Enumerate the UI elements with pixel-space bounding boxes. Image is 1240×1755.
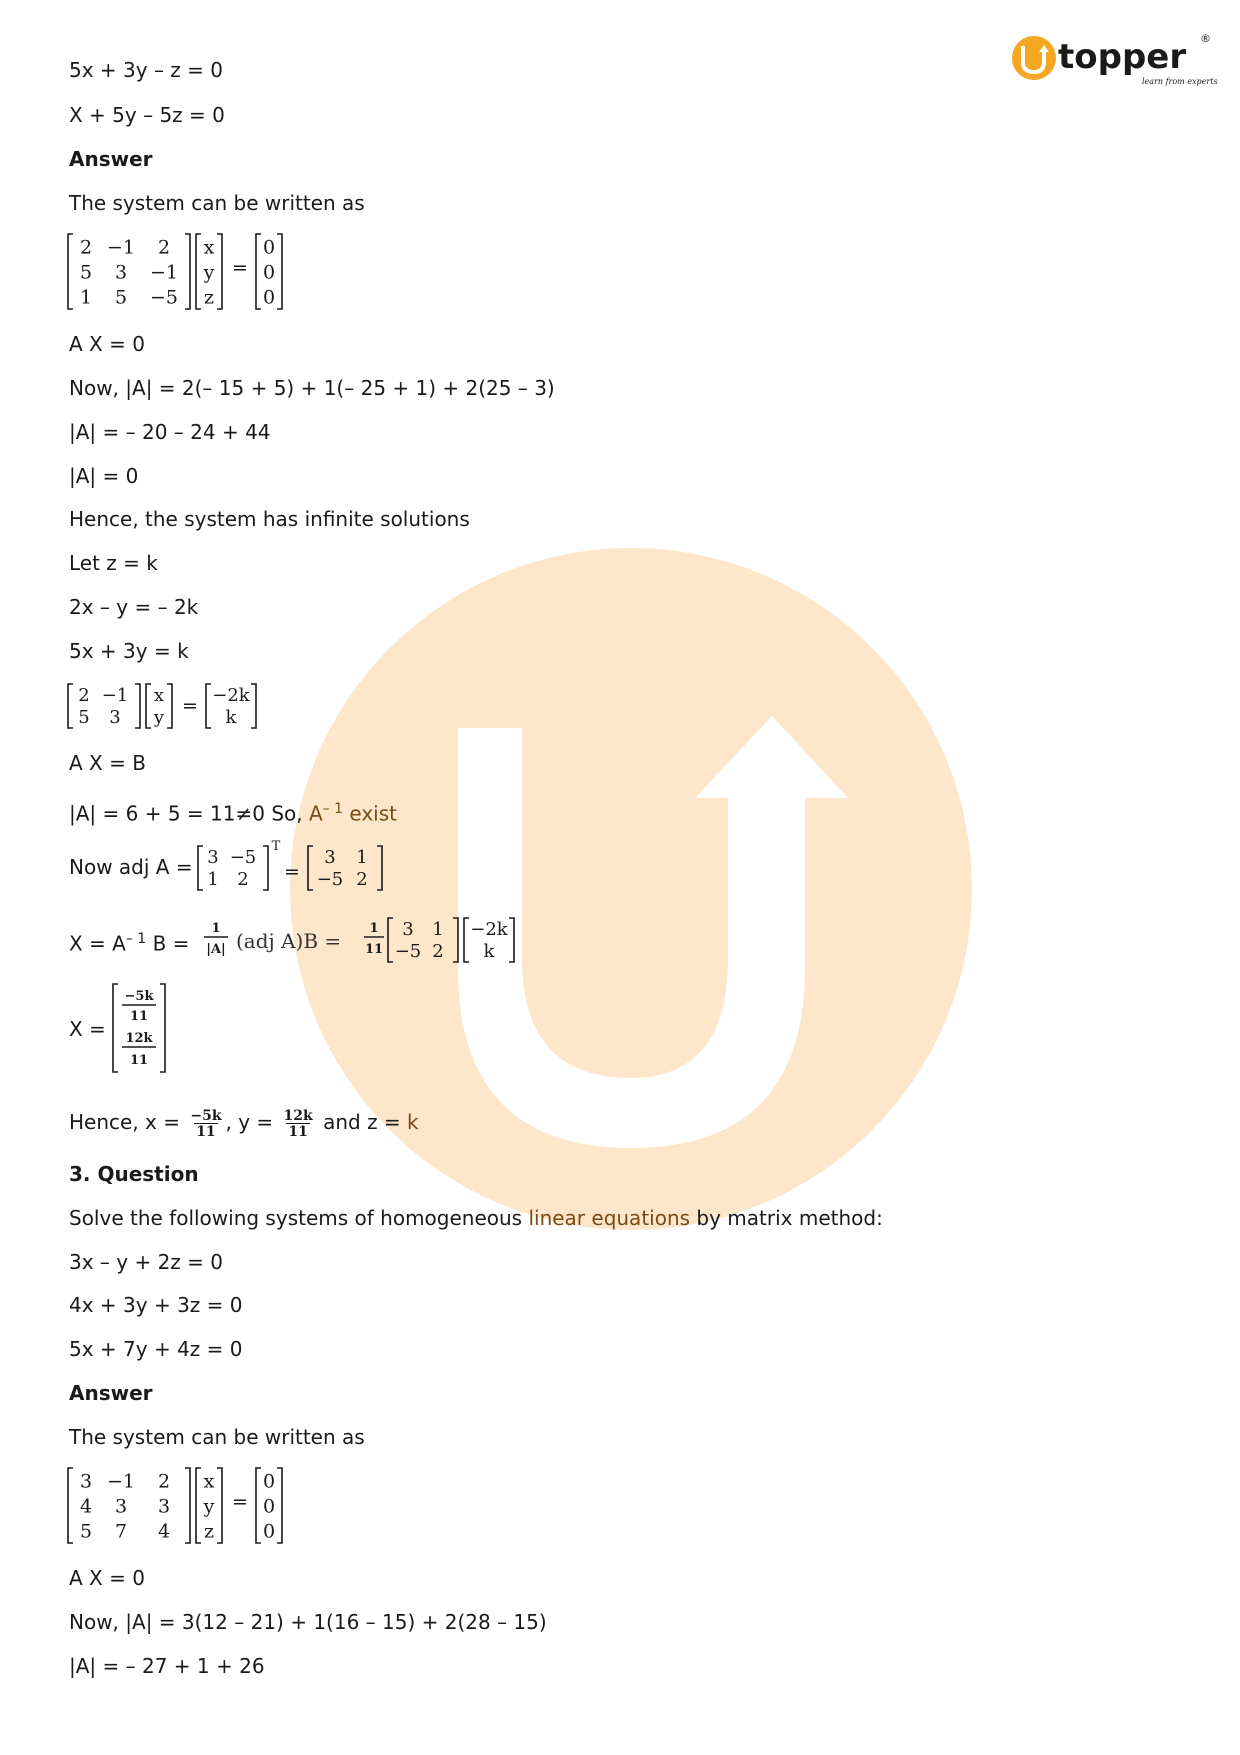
text-line: Now, |A| = 2(– 15 + 5) + 1(– 25 + 1) + 2(25 – 3) bbox=[69, 376, 555, 400]
matrix-entry: 5 bbox=[78, 707, 90, 729]
matrix-bracket bbox=[217, 1468, 222, 1543]
matrix-equation-2 bbox=[66, 682, 306, 732]
matrix-bracket bbox=[251, 684, 256, 728]
matrix-entry: −1 bbox=[101, 685, 129, 707]
matrix-entry: x bbox=[203, 1470, 215, 1493]
equals-sign: = bbox=[232, 257, 248, 279]
matrix-bracket bbox=[196, 1468, 201, 1543]
fraction-denominator: |A| bbox=[206, 942, 226, 957]
matrix-entry: 1 bbox=[207, 869, 219, 891]
matrix-entry: z bbox=[203, 1520, 215, 1543]
matrix-entry: 3 bbox=[109, 707, 121, 729]
matrix-entry: k bbox=[483, 941, 495, 963]
matrix-entry: −5 bbox=[394, 941, 422, 963]
matrix-entry: −5 bbox=[149, 286, 179, 309]
matrix-entry: y bbox=[203, 261, 215, 284]
text-line: The system can be written as bbox=[69, 1425, 365, 1449]
matrix-entry: 4 bbox=[157, 1520, 171, 1543]
matrix-entry: 5 bbox=[79, 1520, 93, 1543]
text-line: Hence, the system has infinite solutions bbox=[69, 507, 470, 531]
matrix-entry: 0 bbox=[262, 1470, 276, 1493]
matrix-entry: 2 bbox=[157, 1470, 171, 1493]
fraction-numerator: 12k bbox=[125, 1031, 153, 1046]
equation-line: 2x – y = – 2k bbox=[69, 595, 199, 619]
equation-line: 4x + 3y + 3z = 0 bbox=[69, 1293, 243, 1317]
matrix-bracket bbox=[68, 234, 73, 309]
matrix-entry: 3 bbox=[114, 261, 128, 284]
adj-product-label: (adj A)B = bbox=[236, 929, 342, 953]
matrix-entry: −2k bbox=[212, 685, 250, 707]
matrix-bracket bbox=[277, 1468, 282, 1543]
matrix-bracket bbox=[308, 846, 313, 890]
matrix-entry: 0 bbox=[262, 261, 276, 284]
svg-text:®: ® bbox=[1200, 32, 1211, 45]
matrix-entry: 3 bbox=[402, 919, 414, 941]
equation-line: 5x + 7y + 4z = 0 bbox=[69, 1337, 243, 1361]
matrix-equation-1 bbox=[66, 232, 326, 312]
matrix-entry: 2 bbox=[356, 869, 368, 891]
transpose-mark: T bbox=[271, 839, 281, 854]
matrix-equation-3 bbox=[66, 1466, 326, 1546]
matrix-entry: 5 bbox=[114, 286, 128, 309]
matrix-entry: 2 bbox=[79, 236, 93, 259]
text-line: Now, |A| = 3(12 – 21) + 1(16 – 15) + 2(28 – 15) bbox=[69, 1610, 547, 1634]
matrix-entry: 3 bbox=[207, 847, 219, 869]
text-line: A X = 0 bbox=[69, 332, 145, 356]
text-line: A X = B bbox=[69, 751, 146, 775]
text-line: $X = A^{- 1}$ B = bbox=[69, 931, 190, 956]
text-line: X = bbox=[69, 1017, 106, 1041]
equals-sign: = bbox=[182, 695, 198, 717]
matrix-entry: 1 bbox=[79, 286, 93, 309]
text-line: |A| = – 20 – 24 + 44 bbox=[69, 420, 271, 444]
matrix-entry: −1 bbox=[106, 236, 136, 259]
matrix-entry: x bbox=[153, 685, 165, 707]
equation-line: 5x + 3y = k bbox=[69, 639, 189, 663]
topper-logo bbox=[1010, 30, 1218, 92]
matrix-entry: 3 bbox=[114, 1495, 128, 1518]
matrix-entry: −5 bbox=[316, 869, 344, 891]
matrix-bracket bbox=[146, 684, 151, 728]
matrix-bracket bbox=[388, 918, 393, 962]
equation-line: 3x – y + 2z = 0 bbox=[69, 1250, 224, 1274]
matrix-entry: y bbox=[203, 1495, 215, 1518]
matrix-bracket bbox=[377, 846, 382, 890]
fraction-numerator: 1 bbox=[369, 921, 379, 936]
matrix-bracket bbox=[185, 234, 190, 309]
adjoint-matrix bbox=[196, 836, 416, 898]
equation-line: X + 5y – 5z = 0 bbox=[69, 103, 225, 127]
matrix-entry: −1 bbox=[106, 1470, 136, 1493]
matrix-bracket bbox=[256, 1468, 261, 1543]
fraction-denominator: 11 bbox=[364, 942, 384, 957]
matrix-bracket bbox=[167, 684, 172, 728]
matrix-entry: −5 bbox=[229, 847, 257, 869]
matrix-bracket bbox=[160, 984, 165, 1072]
matrix-entry: 5 bbox=[79, 261, 93, 284]
text-line: |A| = 0 bbox=[69, 464, 139, 488]
text-line: |A| = 6 + 5 = 11≠0 So, $A^{- 1}$ exist bbox=[69, 801, 397, 826]
matrix-bracket bbox=[135, 684, 140, 728]
matrix-entry: 2 bbox=[157, 236, 171, 259]
matrix-bracket bbox=[263, 846, 268, 890]
matrix-bracket bbox=[464, 918, 469, 962]
matrix-bracket bbox=[277, 234, 282, 309]
matrix-entry: 4 bbox=[79, 1495, 93, 1518]
matrix-entry: 0 bbox=[262, 1495, 276, 1518]
matrix-entry: x bbox=[203, 236, 215, 259]
equals-sign: = bbox=[232, 1491, 248, 1513]
answer-heading: Answer bbox=[69, 1381, 153, 1405]
logo-wordmark: topper bbox=[1058, 37, 1187, 77]
matrix-bracket bbox=[68, 684, 73, 728]
text-line: Hence, x = $\frac{-5k}{11}$ , y = $\frac{12k}{11}$ and z = k bbox=[69, 1107, 419, 1140]
matrix-bracket bbox=[509, 918, 514, 962]
matrix-entry: 2 bbox=[432, 941, 444, 963]
fraction-denominator: 11 bbox=[129, 1053, 149, 1068]
matrix-entry: 2 bbox=[237, 869, 249, 891]
matrix-bracket bbox=[68, 1468, 73, 1543]
text-line: |A| = – 27 + 1 + 26 bbox=[69, 1654, 265, 1678]
matrix-bracket bbox=[206, 684, 211, 728]
matrix-bracket bbox=[185, 1468, 190, 1543]
fraction-numerator: −5k bbox=[124, 989, 154, 1004]
matrix-entry: −1 bbox=[149, 261, 179, 284]
matrix-bracket bbox=[453, 918, 458, 962]
matrix-entry: 3 bbox=[157, 1495, 171, 1518]
matrix-bracket bbox=[256, 234, 261, 309]
text-line: Let z = k bbox=[69, 551, 158, 575]
question-text: Solve the following systems of homogeneous linear equations by matrix method: bbox=[69, 1206, 883, 1230]
matrix-bracket bbox=[113, 984, 118, 1072]
equals-sign: = bbox=[284, 861, 300, 883]
matrix-bracket bbox=[217, 234, 222, 309]
matrix-entry: 0 bbox=[262, 286, 276, 309]
matrix-entry: 7 bbox=[114, 1520, 128, 1543]
matrix-entry: 3 bbox=[79, 1470, 93, 1493]
matrix-entry: y bbox=[153, 707, 165, 729]
matrix-entry: 1 bbox=[432, 919, 444, 941]
matrix-entry: 1 bbox=[356, 847, 368, 869]
text-line: Now adj A = bbox=[69, 855, 193, 879]
matrix-bracket bbox=[198, 846, 203, 890]
solution-vector bbox=[110, 982, 170, 1076]
matrix-entry: 2 bbox=[78, 685, 90, 707]
matrix-entry: k bbox=[225, 707, 237, 729]
equation-line: 5x + 3y – z = 0 bbox=[69, 58, 224, 82]
matrix-bracket bbox=[196, 234, 201, 309]
question-heading: 3. Question bbox=[69, 1162, 199, 1186]
fraction-denominator: 11 bbox=[129, 1009, 149, 1024]
fraction-numerator: 1 bbox=[211, 921, 221, 936]
matrix-entry: z bbox=[203, 286, 215, 309]
matrix-entry: 0 bbox=[262, 236, 276, 259]
matrix-entry: 0 bbox=[262, 1520, 276, 1543]
text-line: A X = 0 bbox=[69, 1566, 145, 1590]
answer-heading: Answer bbox=[69, 147, 153, 171]
matrix-entry: 3 bbox=[324, 847, 336, 869]
logo-tagline: learn from experts bbox=[1142, 77, 1218, 86]
inverse-product bbox=[200, 912, 530, 970]
text-line: The system can be written as bbox=[69, 191, 365, 215]
matrix-entry: −2k bbox=[470, 919, 508, 941]
